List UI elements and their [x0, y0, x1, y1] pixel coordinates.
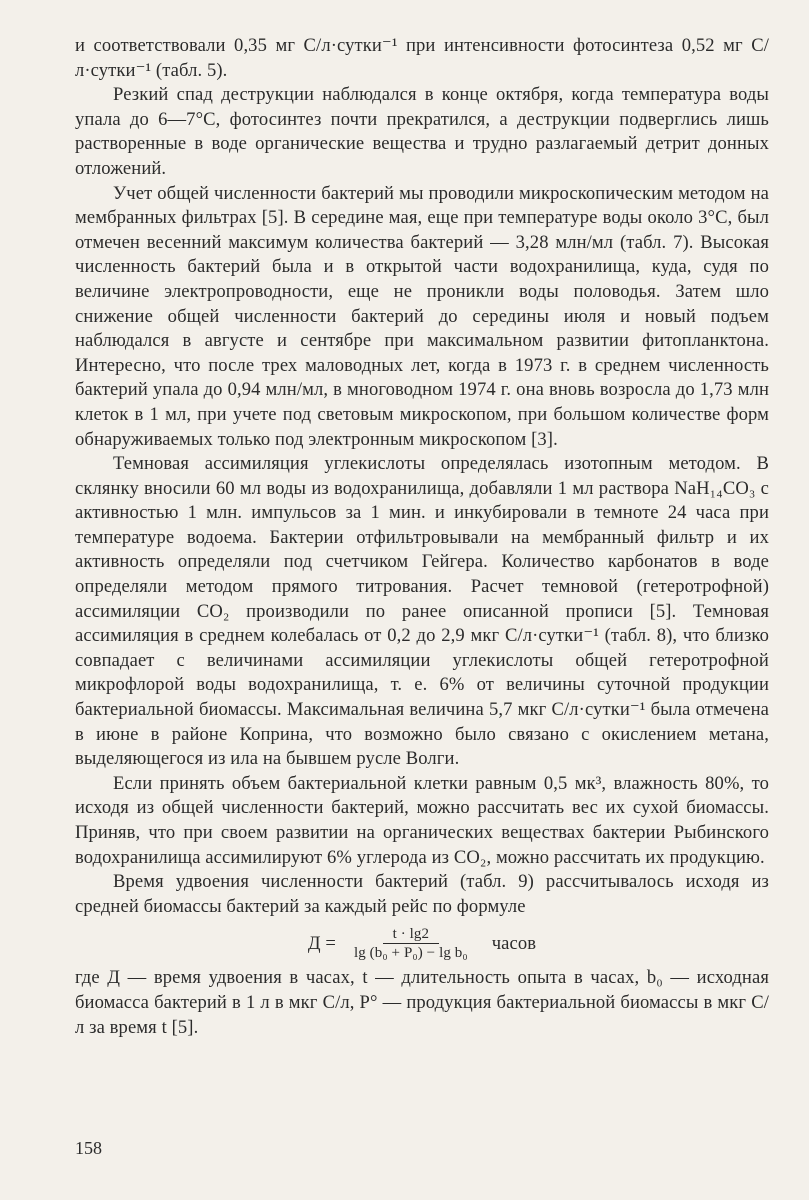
- paragraph-formula-legend: где Д — время удвоения в часах, t — длительность опыта в часах, b₀ — исходная биомасса бактерий в 1 л в мкг С/л, P° — продукция бактериальной биомассы в мкг С/л за время t [5].: [75, 967, 769, 1038]
- formula-fraction: [344, 925, 478, 962]
- page-number: 158: [75, 1138, 102, 1158]
- paragraph-destruction-decline: Резкий спад деструкции наблюдался в конце октября, когда температура воды упала до 6—7°С, фотосинтез почти прекратился, а деструкции подверглись лишь растворенные в воде органические вещества и трудно разлагаемый детрит донных отложений.: [75, 84, 769, 179]
- formula-denominator: lg (b₀ + P₀) − lg b₀: [353, 945, 468, 962]
- paragraph-bacteria-count: Учет общей численности бактерий мы проводили микроскопическим методом на мембранных фильтрах [5]. В середине мая, еще при температуре воды около 3°С, был отмечен весенний максимум количества бактерий — 3,28 млн/мл (табл. 7). Высокая численность бактерий была и в открытой части водохранилища, куда, судя по величине электропроводности, еще не проникли воды половодья. Затем шло снижение общей численности бактерий до середины июля и новый подъем наблюдался в августе и сентябре при максимальном развитии фитопланктона. Интересно, что после трех маловодных лет, когда в 1973 г. в среднем численность бактерий упала до 0,94 млн/мл, в многоводном 1974 г. она вновь возросла до 1,73 млн клеток в 1 мл, при учете под световым микроскопом, при большом количестве форм обнаруживаемых только под электронным микроскопом [3].: [75, 182, 769, 450]
- paragraph-dark-assimilation: Темновая ассимиляция углекислоты определялась изотопным методом. В склянку вносили 60 мл воды из водохранилища, добавляли 1 мл раствора NaH₁₄CO₃ с активностью 1 млн. импульсов за 1 мин. и инкубировали в темноте 24 часа при температуре водоема. Бактерии отфильтровывали на мембранный фильтр и их активность определяли под счетчиком Гейгера. Количество карбонатов в воде определяли методом прямого титрования. Расчет темновой (гетеротрофной) ассимиляции СО₂ производили по ранее описанной прописи [5]. Темновая ассимиляция в среднем колебалась от 0,2 до 2,9 мкг С/л·сутки⁻¹ (табл. 8), что близко совпадает с величинами ассимиляции углекислоты общей гетеротрофной микрофлорой воды водохранилища, т. е. 6% от величины суточной продукции бактериальной биомассы. Максимальная величина 5,7 мкг С/л·сутки⁻¹ была отмечена в июне в районе Коприна, что возможно было связано с окислением метана, выделяющегося из ила на бывшем русле Волги.: [75, 453, 769, 770]
- formula-unit: часов: [491, 932, 537, 954]
- doubling-time-formula: [75, 925, 769, 962]
- paragraph-continuation: и соответствовали 0,35 мг С/л·сутки⁻¹ при интенсивности фотосинтеза 0,52 мг С/л·сутки⁻¹ (табл. 5).: [75, 35, 769, 81]
- paragraph-doubling-time: Время удвоения численности бактерий (табл. 9) рассчитывалось исходя из средней биомассы бактерий за каждый рейс по формуле: [75, 871, 769, 917]
- formula-numerator: t · lg2: [383, 925, 440, 944]
- body-text: [75, 34, 769, 1040]
- paragraph-biomass: Если принять объем бактериальной клетки равным 0,5 мк³, влажность 80%, то исходя из общей численности бактерий, можно рассчитать вес их сухой биомассы. Приняв, что при своем развитии на органических веществах бактерии Рыбинского водохранилища ассимилируют 6% углерода из СО₂, можно рассчитать их продукцию.: [75, 772, 769, 868]
- formula-lhs: Д =: [307, 932, 336, 954]
